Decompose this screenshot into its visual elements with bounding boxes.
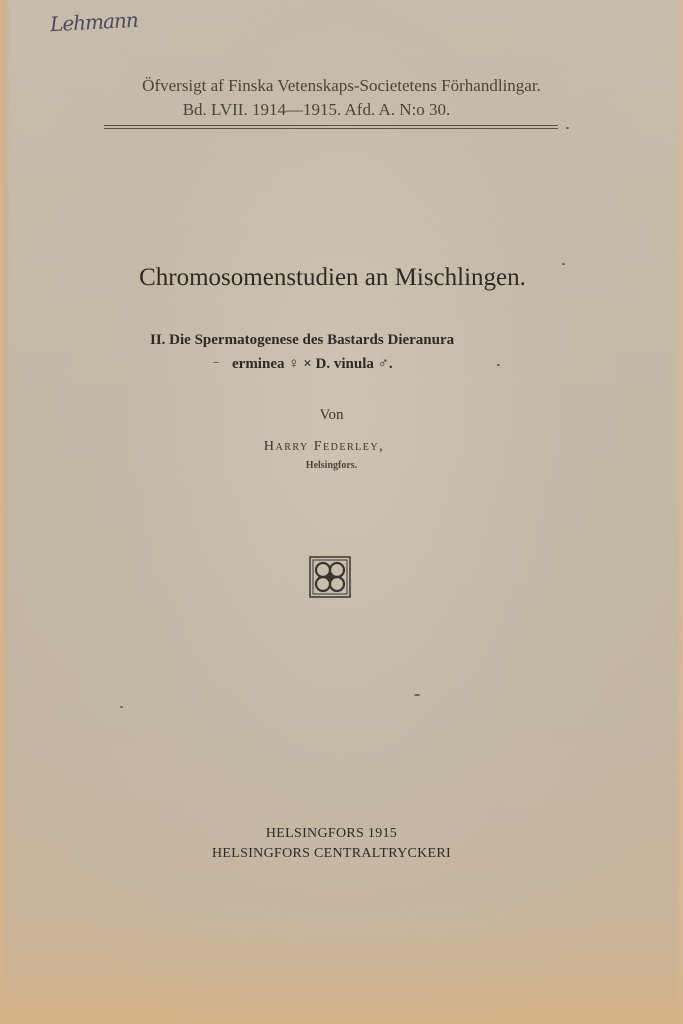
author-affiliation: Helsingfors. — [305, 460, 358, 471]
paper-stain-bottom — [0, 914, 683, 1024]
paper-speck — [414, 694, 420, 696]
paper-speck — [566, 127, 569, 129]
journal-header — [0, 74, 683, 122]
paper-speck — [213, 362, 219, 363]
paper-speck — [120, 706, 123, 708]
paper-speck — [497, 364, 500, 366]
journal-line-2: Bd. LVII. 1914—1915. Afd. A. N:o 30. — [182, 100, 451, 119]
document-subtitle — [150, 328, 520, 376]
document-title: Chromosomenstudien an Mischlingen. — [139, 264, 526, 291]
journal-line-1: Öfversigt af Finska Vetenskaps-Societetens Förhandlingar. — [142, 76, 541, 95]
header-rule-top — [104, 125, 558, 126]
author-name: Harry Federley, — [263, 439, 385, 454]
header-rule-bottom — [104, 128, 558, 129]
paper-edge-left — [0, 0, 10, 1024]
printer-ornament-icon — [309, 556, 351, 598]
imprint-line-1: HELSINGFORS 1915 — [265, 826, 398, 841]
paper-speck — [562, 263, 565, 265]
subtitle-line-1: II. Die Spermatogenese des Bastards Dieranura — [150, 332, 455, 348]
paper-edge-right — [675, 0, 683, 1024]
imprint — [0, 824, 663, 864]
subtitle-line-2: erminea ♀ × D. vinula ♂. — [232, 356, 393, 372]
imprint-line-2: HELSINGFORS CENTRALTRYCKERI — [212, 846, 451, 861]
handwritten-note: Lehmann — [49, 7, 139, 37]
byline: Von — [319, 407, 344, 423]
